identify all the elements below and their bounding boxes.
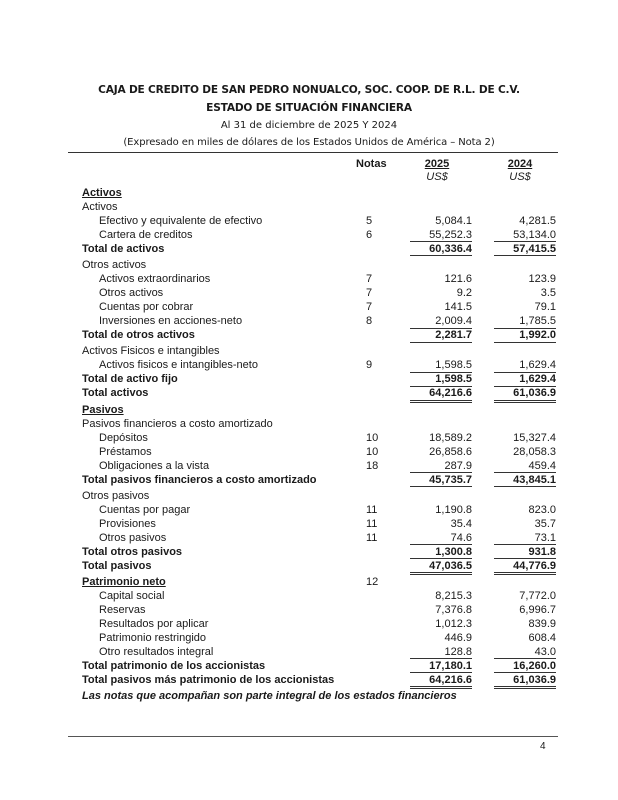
row-nota: 5 — [366, 214, 373, 227]
row-label: Pasivos financieros a costo amortizado — [82, 417, 273, 430]
value-2024: 123.9 — [528, 273, 556, 286]
value-2025: 55,252.3 — [429, 228, 472, 241]
value-2024: 43,845.1 — [513, 473, 556, 486]
value-2024: 61,036.9 — [513, 673, 556, 686]
value-2025: 1,598.5 — [435, 373, 472, 386]
value-2024: 7,772.0 — [519, 590, 556, 603]
table-row — [0, 589, 618, 603]
value-2025: 47,036.5 — [429, 559, 472, 572]
value-2024: 459.4 — [528, 459, 556, 472]
value-2025: 1,012.3 — [435, 618, 472, 630]
underline-2024 — [494, 255, 556, 256]
value-2025: 74.6 — [450, 531, 472, 544]
row-label: Total pasivos — [82, 559, 152, 572]
table-row — [0, 645, 618, 659]
row-nota: 18 — [366, 459, 379, 472]
table-row — [0, 300, 618, 314]
currency-2024-label: US$ — [509, 171, 531, 183]
row-nota: 9 — [366, 359, 373, 372]
year-2024-header: 2024 — [507, 158, 533, 170]
value-2024: 53,134.0 — [513, 228, 556, 241]
row-label: Cuentas por cobrar — [99, 301, 194, 314]
value-2025: 35.4 — [450, 517, 472, 530]
row-nota: 10 — [366, 445, 379, 458]
section-heading — [0, 575, 618, 589]
value-2025: 8,215.3 — [435, 590, 472, 603]
value-2025: 60,336.4 — [429, 242, 472, 255]
table-row — [0, 228, 618, 242]
value-2024: 839.9 — [528, 618, 556, 630]
value-2024: 15,327.4 — [513, 431, 556, 444]
row-nota: 6 — [366, 228, 373, 241]
table-row — [0, 431, 618, 445]
row-label: Activos extraordinarios — [99, 273, 211, 286]
underline-2024 — [494, 486, 556, 487]
table-row — [0, 272, 618, 286]
group-heading — [0, 258, 618, 272]
value-2025: 5,084.1 — [435, 214, 472, 227]
table-row — [0, 459, 618, 473]
row-label: Otros pasivos — [82, 489, 150, 502]
row-nota: 7 — [366, 287, 373, 300]
row-label: Total de otros activos — [82, 329, 195, 341]
value-2025: 446.9 — [444, 631, 472, 644]
row-nota: 11 — [366, 531, 378, 544]
table-row — [0, 503, 618, 517]
underline-2024 — [494, 342, 556, 343]
row-label: Total patrimonio de los accionistas — [82, 659, 266, 672]
value-2025: 2,009.4 — [435, 315, 472, 328]
value-2025: 64,216.6 — [429, 673, 472, 686]
table-row — [0, 617, 618, 631]
value-2025: 17,180.1 — [429, 659, 472, 672]
underline-2025 — [410, 342, 472, 343]
row-label: Total de activos — [82, 242, 165, 255]
double-underline-2024 — [494, 686, 556, 689]
double-underline-2025 — [410, 686, 472, 689]
table-row — [0, 314, 618, 328]
row-label: Activos — [82, 200, 118, 213]
total-row — [0, 559, 618, 573]
row-label: Activos fisicos e intangibles-neto — [99, 359, 258, 372]
total-row — [0, 386, 618, 400]
total-row — [0, 659, 618, 673]
table-row — [0, 286, 618, 300]
value-2025: 1,300.8 — [435, 545, 472, 558]
group-heading — [0, 489, 618, 503]
underline-2025 — [410, 255, 472, 256]
value-2024: 6,996.7 — [519, 604, 556, 617]
table-row — [0, 517, 618, 531]
row-nota: 10 — [366, 431, 379, 444]
total-row — [0, 242, 618, 256]
section-heading — [0, 403, 618, 417]
page-number: 4 — [540, 741, 546, 752]
value-2025: 2,281.7 — [435, 329, 472, 341]
section-heading — [0, 186, 618, 200]
row-label: Efectivo y equivalente de efectivo — [99, 214, 263, 227]
value-2025: 9.2 — [456, 287, 472, 300]
row-label: Total pasivos más patrimonio de los accionistas — [82, 673, 335, 686]
row-label: Préstamos — [99, 445, 152, 458]
value-2024: 3.5 — [540, 287, 556, 300]
value-2024: 1,785.5 — [519, 315, 556, 328]
value-2024: 57,415.5 — [513, 242, 556, 255]
value-2024: 61,036.9 — [513, 387, 556, 400]
value-2024: 823.0 — [528, 503, 556, 516]
value-2024: 1,992.0 — [519, 329, 556, 341]
table-row — [0, 531, 618, 545]
statement-date: Al 31 de diciembre de 2025 Y 2024 — [220, 120, 398, 131]
value-2025: 287.9 — [444, 459, 472, 472]
value-2024: 1,629.4 — [519, 359, 556, 372]
row-label: Reservas — [99, 604, 146, 617]
value-2024: 79.1 — [534, 301, 556, 314]
year-2025-header: 2025 — [424, 158, 450, 170]
footer-note: Las notas que acompañan son parte integral de los estados financieros — [82, 690, 457, 702]
header-divider — [68, 152, 558, 153]
row-label: Pasivos — [82, 403, 124, 416]
total-row — [0, 473, 618, 487]
row-label: Capital social — [99, 590, 165, 603]
row-nota: 11 — [366, 503, 378, 516]
value-2025: 18,589.2 — [429, 431, 472, 444]
row-label: Activos — [82, 187, 122, 199]
row-label: Activos Fisicos e intangibles — [82, 345, 220, 358]
row-nota: 7 — [366, 273, 373, 286]
value-2025: 1,598.5 — [435, 359, 472, 372]
row-nota: 7 — [366, 301, 373, 314]
row-nota: 11 — [366, 517, 378, 530]
footer-divider — [68, 736, 558, 737]
table-row — [0, 631, 618, 645]
value-2024: 4,281.5 — [519, 214, 556, 227]
value-2024: 1,629.4 — [519, 373, 556, 386]
row-label: Patrimonio neto — [82, 576, 166, 589]
row-label: Patrimonio restringido — [99, 631, 206, 644]
value-2024: 44,776.9 — [513, 559, 556, 572]
total-row — [0, 545, 618, 559]
value-2025: 141.5 — [444, 301, 472, 314]
value-2024: 35.7 — [534, 517, 556, 530]
value-2024: 931.8 — [528, 545, 556, 558]
value-2025: 7,376.8 — [435, 604, 472, 617]
table-row — [0, 603, 618, 617]
table-row — [0, 358, 618, 372]
group-heading — [0, 200, 618, 214]
row-label: Inversiones en acciones-neto — [99, 315, 243, 328]
notas-column-header: Notas — [356, 158, 387, 170]
value-2024: 73.1 — [534, 531, 556, 544]
total-row — [0, 372, 618, 386]
group-heading — [0, 344, 618, 358]
group-heading — [0, 417, 618, 431]
entity-name: CAJA DE CREDITO DE SAN PEDRO NONUALCO, SOC. COOP. DE R.L. DE C.V. — [98, 84, 520, 96]
row-label: Total activos — [82, 387, 149, 400]
row-nota: 12 — [366, 576, 379, 589]
row-label: Total de activo fijo — [82, 373, 178, 386]
value-2024: 43.0 — [534, 645, 556, 658]
row-label: Otros pasivos — [99, 531, 167, 544]
row-label: Obligaciones a la vista — [99, 459, 210, 472]
row-label: Depósitos — [99, 431, 148, 444]
row-label: Provisiones — [99, 517, 156, 530]
currency-note: (Expresado en miles de dólares de los Estados Unidos de América – Nota 2) — [123, 137, 495, 148]
value-2025: 64,216.6 — [429, 387, 472, 400]
value-2025: 128.8 — [444, 645, 472, 658]
value-2025: 1,190.8 — [435, 503, 472, 516]
row-label: Resultados por aplicar — [99, 618, 209, 630]
statement-title: ESTADO DE SITUACIÓN FINANCIERA — [206, 102, 412, 114]
total-row — [0, 673, 618, 687]
underline-2025 — [410, 486, 472, 487]
row-nota: 8 — [366, 315, 373, 328]
row-label: Otros activos — [99, 287, 164, 300]
value-2025: 45,735.7 — [429, 473, 472, 486]
currency-2025-label: US$ — [426, 171, 448, 183]
row-label: Cuentas por pagar — [99, 503, 191, 516]
value-2024: 608.4 — [528, 631, 556, 644]
row-label: Total otros pasivos — [82, 545, 183, 558]
row-label: Cartera de creditos — [99, 228, 193, 241]
row-label: Otros activos — [82, 259, 147, 272]
value-2025: 26,858.6 — [429, 445, 472, 458]
row-label: Total pasivos financieros a costo amortizado — [82, 473, 317, 486]
value-2024: 28,058.3 — [513, 445, 556, 458]
total-row — [0, 328, 618, 342]
row-label: Otro resultados integral — [99, 645, 214, 658]
table-row — [0, 445, 618, 459]
value-2025: 121.6 — [444, 273, 472, 286]
table-row — [0, 214, 618, 228]
value-2024: 16,260.0 — [513, 659, 556, 672]
